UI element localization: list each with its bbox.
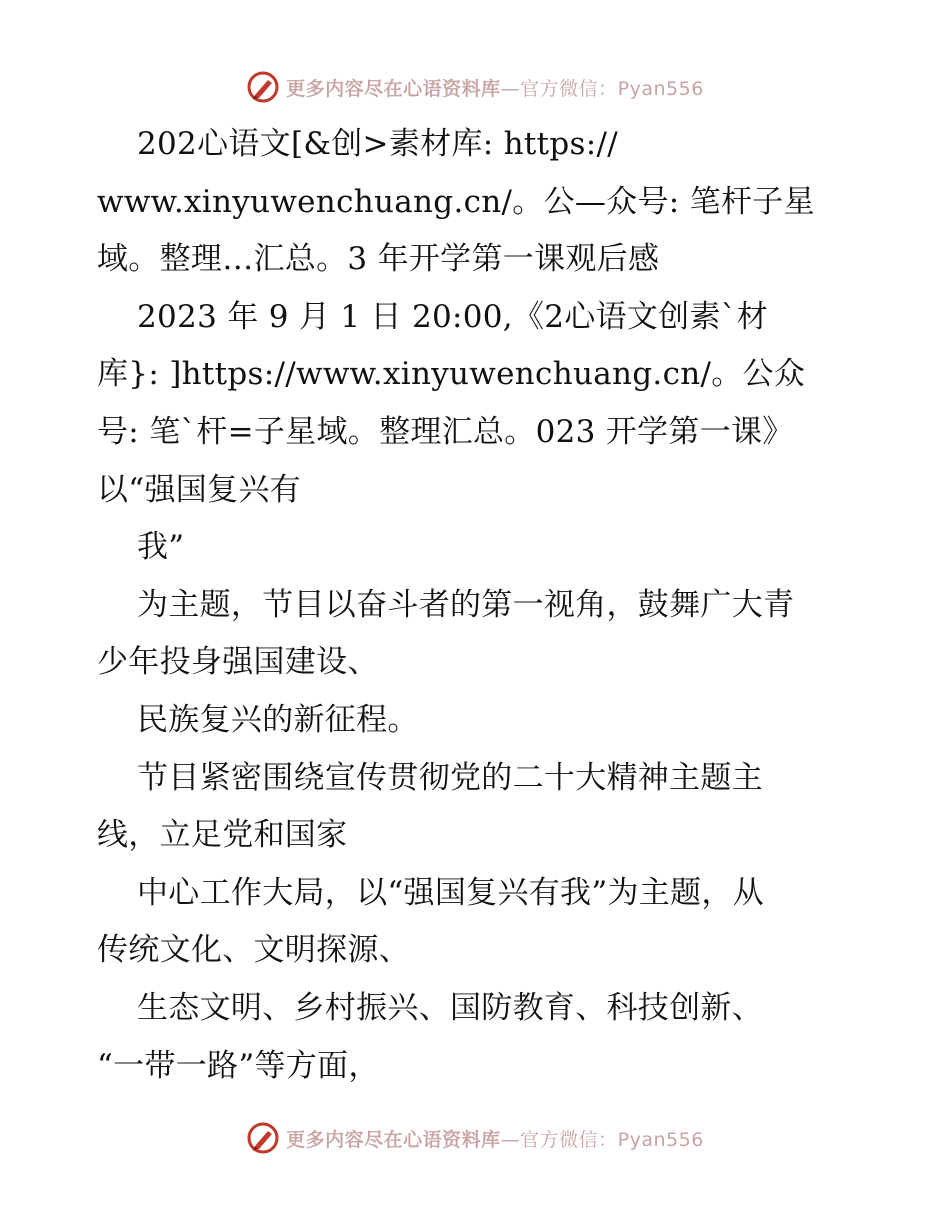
header-banner-text <box>286 74 704 101</box>
text-line: 传统文化、文明探源、 <box>97 932 410 969</box>
footer-banner-wechat: —官方微信：Pyan556 <box>500 1128 704 1151</box>
text-line: 中心工作大局，以“强国复兴有我”为主题，从 <box>137 874 764 911</box>
text-line: 2023 年 9 月 1 日 20:00,《2心语文创素`材 <box>137 298 768 335</box>
text-line: 我” <box>137 529 185 566</box>
text-line: 为主题，节目以奋斗者的第一视角，鼓舞广大青 <box>137 586 795 623</box>
header-banner-main: 更多内容尽在心语资料库 <box>286 77 501 100</box>
text-line: 民族复兴的新征程。 <box>137 701 419 738</box>
text-line: 域。整理…汇总。3 年开学第一课观后感 <box>97 241 660 278</box>
header-banner-wechat: —官方微信：Pyan556 <box>500 77 704 100</box>
text-line: 节目紧密围绕宣传贯彻党的二十大精神主题主 <box>137 759 763 796</box>
page-header-banner <box>0 70 950 104</box>
footer-banner-main: 更多内容尽在心语资料库 <box>286 1128 501 1151</box>
text-line: 号: 笔`杆=子星域。整理汇总。023 开学第一课》 <box>97 413 794 450</box>
text-line: “一带一路”等方面， <box>97 1047 380 1084</box>
page-footer-banner <box>0 1121 950 1155</box>
text-line: 以“强国复兴有 <box>97 471 301 508</box>
red-pen-circle-icon <box>246 1121 280 1155</box>
text-line: 少年投身强国建设、 <box>97 644 379 681</box>
red-pen-circle-icon <box>246 70 280 104</box>
text-line: 线，立足党和国家 <box>97 817 348 854</box>
text-line: 202心语文[&创>素材库: https:// <box>137 126 618 162</box>
text-line: www.xinyuwenchuang.cn/。公—众号: 笔杆子星 <box>97 183 815 220</box>
text-line: 库}: ]https://www.xinyuwenchuang.cn/。公众 <box>97 356 806 393</box>
footer-banner-text <box>286 1125 704 1152</box>
text-line: 生态文明、乡村振兴、国防教育、科技创新、 <box>137 989 763 1026</box>
document-body <box>97 116 867 1095</box>
